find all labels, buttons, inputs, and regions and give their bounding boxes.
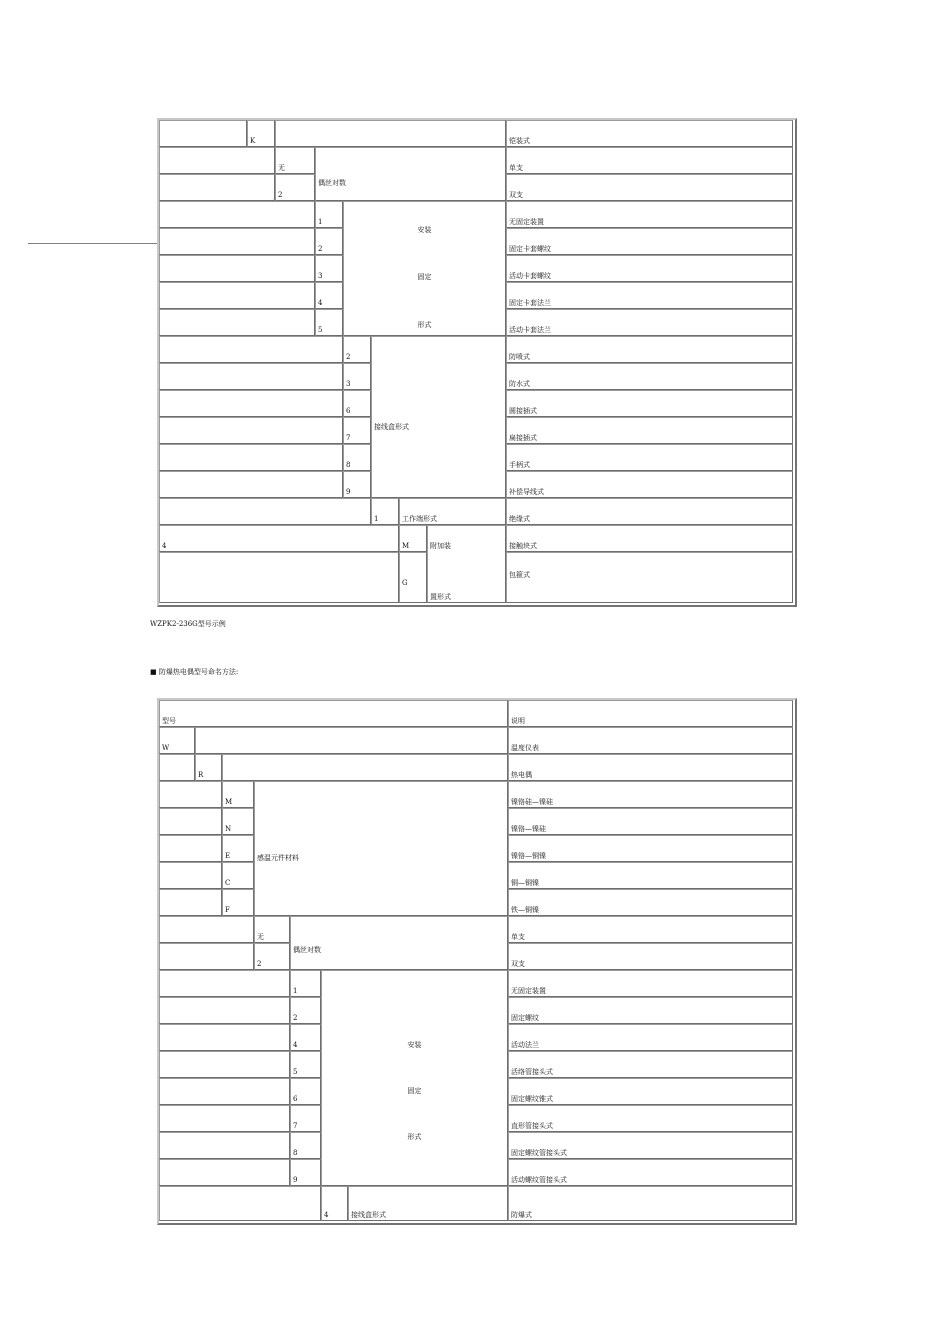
code-cell — [254, 943, 290, 970]
group-cell — [427, 525, 506, 603]
blank-cell — [159, 889, 222, 916]
desc-label: 固定螺纹管接头式 — [511, 1149, 567, 1157]
blank-cell — [159, 174, 275, 201]
code-label: 2 — [346, 353, 351, 361]
code-cell — [290, 1159, 321, 1186]
header-label: 型号 — [162, 717, 176, 725]
code-cell — [343, 390, 371, 417]
group-cell — [371, 336, 506, 498]
code-label: G — [402, 579, 408, 587]
code-cell — [222, 781, 254, 808]
group-cell — [343, 201, 506, 336]
code-label: 9 — [293, 1176, 298, 1184]
code-cell — [290, 1132, 321, 1159]
blank-cell — [222, 754, 508, 781]
code-cell — [343, 444, 371, 471]
blank-cell — [159, 444, 343, 471]
code-cell — [254, 916, 290, 943]
desc-label: 无固定装置 — [509, 218, 544, 226]
table-row — [508, 997, 793, 1024]
desc-label: 镍铬—铜镍 — [511, 852, 546, 860]
table-row — [506, 147, 793, 174]
blank-cell — [159, 1024, 290, 1051]
group-cell — [321, 970, 508, 1186]
code-cell — [195, 754, 222, 781]
code-label: 2 — [318, 245, 323, 253]
blank-cell — [159, 835, 222, 862]
desc-label: 手柄式 — [509, 461, 530, 469]
code-cell — [222, 835, 254, 862]
code-label: M — [225, 798, 233, 806]
code-label: 2 — [257, 960, 262, 968]
blank-cell — [159, 390, 343, 417]
code-cell — [315, 309, 343, 336]
code-cell — [321, 1186, 348, 1221]
code-cell — [343, 336, 371, 363]
desc-label: 圆接插式 — [509, 407, 537, 415]
desc-label: 活动螺纹管接头式 — [511, 1176, 567, 1184]
table-row — [506, 552, 793, 603]
blank-cell — [159, 970, 290, 997]
table-row — [508, 1105, 793, 1132]
table-row — [506, 174, 793, 201]
table-row — [506, 201, 793, 228]
blank-cell — [159, 1078, 290, 1105]
table-row — [506, 120, 793, 147]
code-label: M — [402, 542, 410, 550]
code-label: N — [225, 825, 232, 833]
desc-label: 温度仪表 — [511, 744, 539, 752]
blank-cell — [159, 916, 254, 943]
table-row — [508, 808, 793, 835]
table-row — [508, 1132, 793, 1159]
desc-label: 铜—铜镍 — [511, 879, 539, 887]
blank-cell — [159, 1159, 290, 1186]
desc-label: 防喷式 — [509, 353, 530, 361]
code-cell — [222, 889, 254, 916]
code-label: R — [198, 771, 204, 779]
code-cell — [222, 808, 254, 835]
table-row — [508, 862, 793, 889]
table-row — [508, 1051, 793, 1078]
blank-cell — [159, 1186, 321, 1221]
code-cell — [247, 120, 275, 147]
header-label: 说明 — [511, 717, 525, 725]
group-cell — [315, 147, 506, 201]
header-cell — [508, 700, 793, 727]
desc-label: 防爆式 — [511, 1211, 532, 1219]
desc-label: 镍铬硅—镍硅 — [511, 798, 553, 806]
blank-cell — [159, 471, 343, 498]
code-cell — [371, 498, 399, 525]
blank-cell — [159, 363, 343, 390]
blank-cell — [159, 336, 343, 363]
blank-cell — [159, 943, 254, 970]
code-label: 9 — [346, 488, 351, 496]
group-cell — [348, 1186, 508, 1221]
desc-label: 双支 — [511, 960, 525, 968]
table-row — [508, 835, 793, 862]
table-row — [508, 1024, 793, 1051]
table-row — [506, 417, 793, 444]
section-heading: ■ 防爆热电偶型号命名方法: — [150, 668, 239, 676]
desc-label: 热电偶 — [511, 771, 532, 779]
table-row — [506, 282, 793, 309]
blank-cell — [159, 417, 343, 444]
blank-cell — [159, 1051, 290, 1078]
group-cell — [254, 781, 508, 916]
code-label: 3 — [346, 380, 351, 388]
blank-cell — [159, 309, 315, 336]
group-label: 工作端形式 — [402, 515, 437, 523]
table-row — [506, 228, 793, 255]
desc-label: 固定螺纹 — [511, 1014, 539, 1022]
desc-label: 活动卡套螺纹 — [509, 272, 551, 280]
code-label: 6 — [346, 407, 351, 415]
model-table-1 — [157, 118, 797, 607]
blank-cell — [159, 228, 315, 255]
code-label: 1 — [374, 515, 379, 523]
group-label: 偶丝对数 — [293, 946, 321, 954]
desc-label: 铠装式 — [509, 137, 530, 145]
blank-cell — [159, 1132, 290, 1159]
group-label: 感温元件材料 — [257, 854, 299, 862]
code-label: 2 — [293, 1014, 298, 1022]
code-cell — [315, 228, 343, 255]
code-label: 1 — [318, 218, 323, 226]
desc-label: 固定螺纹锥式 — [511, 1095, 553, 1103]
model-table-2 — [157, 698, 797, 1225]
code-cell — [159, 727, 195, 754]
code-label: F — [225, 906, 230, 914]
group-label: 形式 — [407, 1133, 422, 1141]
blank-cell — [159, 552, 399, 603]
blank-cell — [159, 147, 275, 174]
table-row — [508, 1159, 793, 1186]
code-cell — [222, 862, 254, 889]
lead-label: 4 — [162, 542, 167, 550]
desc-label: 固定卡套螺纹 — [509, 245, 551, 253]
code-label: 4 — [324, 1211, 329, 1219]
blank-cell — [159, 498, 371, 525]
group-label: 固定 — [417, 273, 432, 281]
code-cell — [290, 1078, 321, 1105]
desc-label: 包箍式 — [509, 571, 530, 579]
code-label: 7 — [346, 434, 351, 442]
blank-cell — [159, 282, 315, 309]
blank-cell — [159, 1105, 290, 1132]
table-row — [506, 363, 793, 390]
code-cell — [343, 471, 371, 498]
table-row — [508, 781, 793, 808]
table-row — [506, 255, 793, 282]
code-label: 6 — [293, 1095, 298, 1103]
code-label: 7 — [293, 1122, 298, 1130]
code-cell — [290, 1051, 321, 1078]
desc-label: 扁接插式 — [509, 434, 537, 442]
code-label: 4 — [293, 1041, 298, 1049]
code-label: 无 — [278, 164, 285, 172]
code-label: 3 — [318, 272, 323, 280]
blank-cell — [159, 201, 315, 228]
example-caption: WZPK2-236G型号示例 — [150, 620, 226, 628]
group-label: 固定 — [407, 1087, 422, 1095]
code-cell — [399, 552, 427, 603]
table-row — [508, 889, 793, 916]
code-cell — [275, 147, 315, 174]
table-row — [508, 754, 793, 781]
table-row — [508, 1078, 793, 1105]
group-cell — [290, 916, 508, 970]
code-label: 5 — [293, 1068, 298, 1076]
desc-label: 补偿导线式 — [509, 488, 544, 496]
code-label: 4 — [318, 299, 323, 307]
code-label: 8 — [293, 1149, 298, 1157]
desc-label: 活动卡套法兰 — [509, 326, 551, 334]
desc-label: 无固定装置 — [511, 987, 546, 995]
group-label: 偶丝对数 — [318, 179, 346, 187]
blank-cell — [159, 255, 315, 282]
code-cell — [315, 255, 343, 282]
desc-label: 铁—铜镍 — [511, 906, 539, 914]
blank-cell — [159, 120, 247, 147]
desc-label: 接触块式 — [509, 542, 537, 550]
table-row — [508, 943, 793, 970]
desc-label: 活络管接头式 — [511, 1068, 553, 1076]
desc-label: 固定卡套法兰 — [509, 299, 551, 307]
desc-label: 直形管接头式 — [511, 1122, 553, 1130]
code-label: 1 — [293, 987, 298, 995]
blank-cell — [275, 120, 506, 147]
table-row — [506, 309, 793, 336]
table-row — [506, 498, 793, 525]
desc-label: 镍铬—镍硅 — [511, 825, 546, 833]
table-row — [506, 390, 793, 417]
desc-label: 活动法兰 — [511, 1041, 539, 1049]
code-label: W — [162, 744, 170, 752]
table-row — [506, 525, 793, 552]
lead-cell — [159, 525, 399, 552]
blank-cell — [159, 862, 222, 889]
desc-label: 双支 — [509, 191, 523, 199]
code-label: 无 — [257, 933, 264, 941]
code-label: 5 — [318, 326, 323, 334]
code-cell — [399, 525, 427, 552]
code-cell — [290, 997, 321, 1024]
group-label: 形式 — [417, 321, 432, 329]
blank-cell — [159, 781, 222, 808]
table-row — [508, 1186, 793, 1221]
desc-label: 防水式 — [509, 380, 530, 388]
desc-label: 单支 — [511, 933, 525, 941]
table-row — [506, 336, 793, 363]
blank-cell — [159, 754, 195, 781]
blank-cell — [159, 997, 290, 1024]
code-label: C — [225, 879, 231, 887]
table-row — [508, 916, 793, 943]
group-label: 安装 — [407, 1041, 422, 1049]
code-label: 8 — [346, 461, 351, 469]
group-label: 置形式 — [430, 593, 451, 601]
code-cell — [343, 363, 371, 390]
blank-cell — [159, 808, 222, 835]
code-label: 2 — [278, 191, 283, 199]
desc-label: 单支 — [509, 164, 523, 172]
code-label: E — [225, 852, 231, 860]
table-row — [506, 471, 793, 498]
code-cell — [315, 201, 343, 228]
desc-label: 绝缘式 — [509, 515, 530, 523]
table-row — [508, 727, 793, 754]
table-row — [508, 970, 793, 997]
group-label: 附加装 — [430, 542, 451, 550]
group-label: 安装 — [417, 226, 432, 234]
code-cell — [290, 1024, 321, 1051]
code-cell — [343, 417, 371, 444]
code-cell — [275, 174, 315, 201]
group-label: 接线盒形式 — [374, 423, 409, 431]
code-cell — [290, 970, 321, 997]
leader-line — [28, 243, 161, 244]
group-label: 接线盒形式 — [351, 1211, 386, 1219]
header-cell — [159, 700, 508, 727]
blank-cell — [195, 727, 508, 754]
code-cell — [315, 282, 343, 309]
code-label: K — [250, 137, 256, 145]
code-cell — [290, 1105, 321, 1132]
table-row — [506, 444, 793, 471]
group-cell — [399, 498, 506, 525]
